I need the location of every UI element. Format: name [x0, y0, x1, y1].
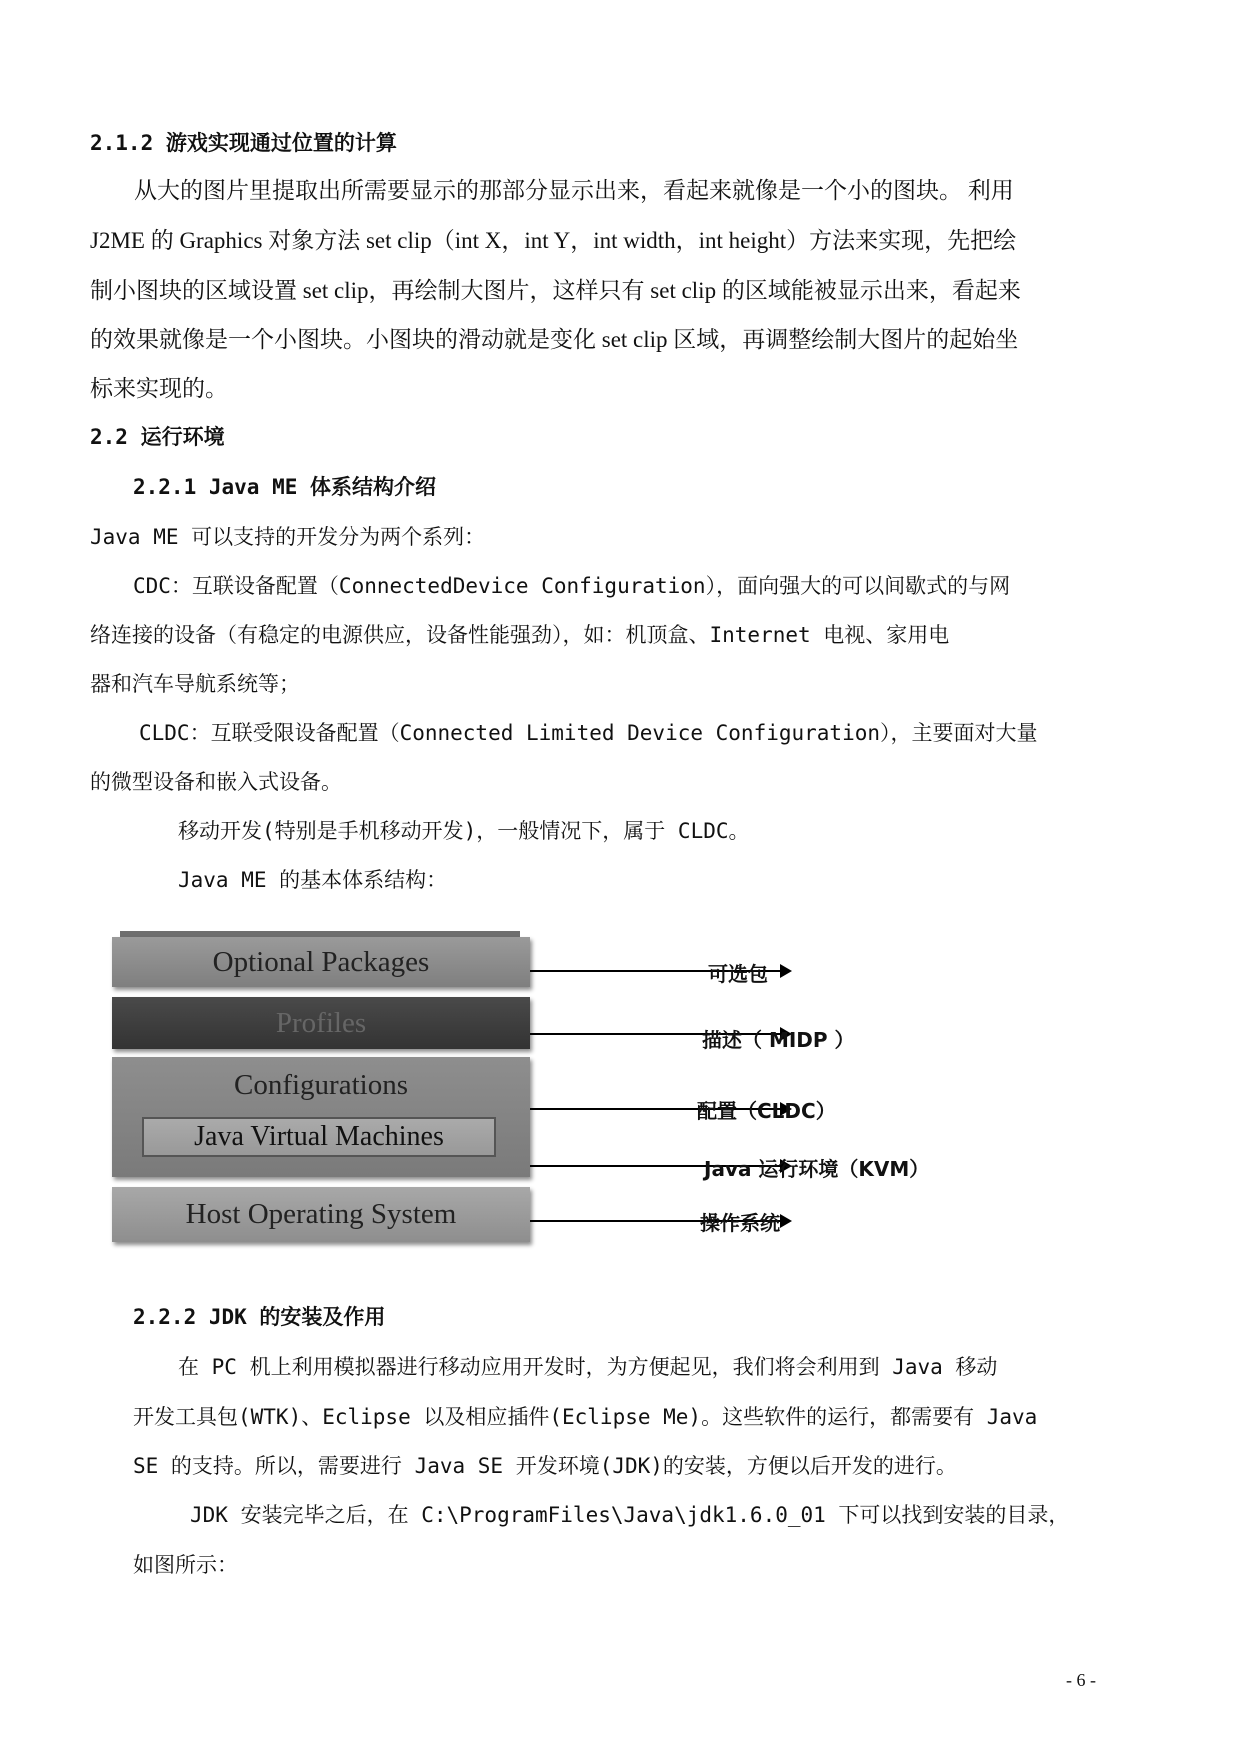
layer-profiles: Profiles — [112, 997, 530, 1049]
label-os: 操作系统 — [700, 1211, 780, 1235]
paragraph-line: 络连接的设备（有稳定的电源供应，设备性能强劲），如：机顶盒、Internet 电视、家用电 — [90, 623, 950, 647]
paragraph-line: 从大的图片里提取出所需要显示的那部分显示出来，看起来就像是一个小的图块。 利用 — [134, 178, 1014, 203]
layer-optional-packages: Optional Packages — [112, 937, 530, 987]
layer-configurations-label: Configurations — [234, 1069, 408, 1101]
label-profiles: 描述（ MIDP ） — [702, 1028, 855, 1052]
paragraph-line: 开发工具包(WTK)、Eclipse 以及相应插件(Eclipse Me)。这些软件的运行，都需要有 Java — [133, 1405, 1038, 1429]
paragraph-line: 的微型设备和嵌入式设备。 — [90, 770, 342, 794]
paragraph-line: 的效果就像是一个小图块。小图块的滑动就是变化 set clip 区域，再调整绘制大图片的起始坐 — [90, 327, 1019, 352]
label-runtime: Java 运行环境（KVM） — [704, 1157, 930, 1181]
paragraph-line: 器和汽车导航系统等； — [90, 672, 300, 696]
paragraph-line: Java ME 可以支持的开发分为两个系列： — [90, 525, 486, 549]
heading-2-2: 2.2 运行环境 — [90, 425, 225, 449]
java-me-architecture-diagram — [110, 925, 1110, 1260]
paragraph-line: CDC：互联设备配置（ConnectedDevice Configuration），面向强大的可以间歇式的与网 — [133, 574, 1011, 598]
paragraph-line: 标来实现的。 — [90, 376, 228, 401]
paragraph-line: Java ME 的基本体系结构： — [178, 868, 448, 892]
layer-java-virtual-machines: Java Virtual Machines — [142, 1117, 496, 1157]
paragraph-line: CLDC：互联受限设备配置（Connected Limited Device Configuration），主要面对大量 — [139, 721, 1038, 745]
label-config: 配置（CLDC） — [697, 1099, 836, 1123]
paragraph-line: 制小图块的区域设置 set clip，再绘制大图片，这样只有 set clip 的区域能被显示出来，看起来 — [90, 278, 1021, 303]
layer-host-operating-system: Host Operating System — [112, 1187, 530, 1242]
paragraph-line: 如图所示： — [133, 1553, 238, 1577]
paragraph-line: SE 的支持。所以，需要进行 Java SE 开发环境(JDK)的安装，方便以后开发的进行。 — [133, 1454, 957, 1478]
paragraph-line: 在 PC 机上利用模拟器进行移动应用开发时，为方便起见，我们将会利用到 Java 移动 — [178, 1355, 998, 1379]
layer-configurations — [112, 1057, 530, 1177]
heading-2-2-2: 2.2.2 JDK 的安装及作用 — [133, 1305, 386, 1329]
heading-2-2-1: 2.2.1 Java ME 体系结构介绍 — [133, 475, 437, 499]
paragraph-line: 移动开发(特别是手机移动开发)，一般情况下，属于 CLDC。 — [178, 819, 750, 843]
paragraph-line: J2ME 的 Graphics 对象方法 set clip（int X，int Y，int width，int height）方法来实现，先把绘 — [90, 228, 1017, 253]
label-optional: 可选包 — [708, 962, 768, 986]
paragraph-line: JDK 安装完毕之后，在 C:\ProgramFiles\Java\jdk1.6.0_01 下可以找到安装的目录， — [190, 1503, 1070, 1527]
heading-2-1-2: 2.1.2 游戏实现通过位置的计算 — [90, 131, 397, 155]
page-number: - 6 - — [1066, 1670, 1096, 1690]
